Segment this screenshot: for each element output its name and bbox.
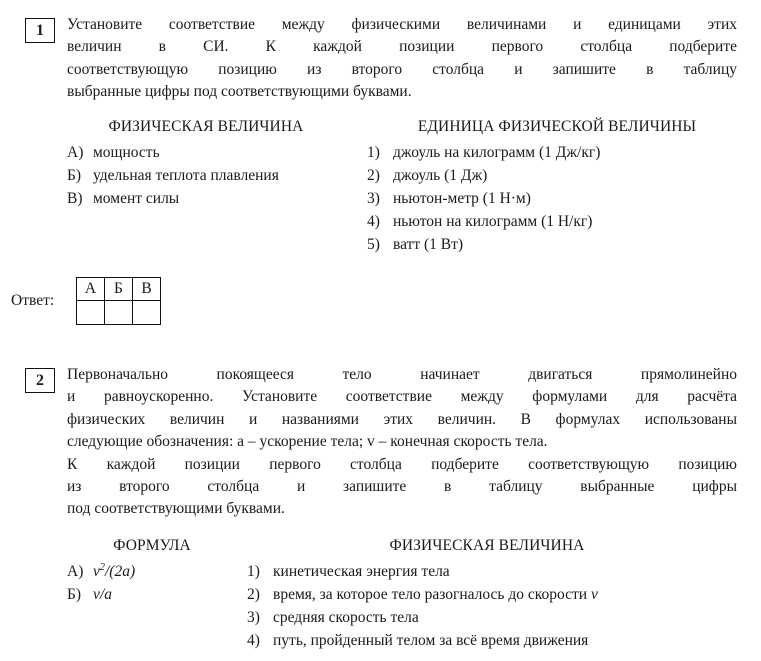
answer-table [76,277,161,325]
task-2-stem-line-6: из второго столбца и запишите в таблицу выбранные цифры [67,478,737,496]
option-text-main: время, за которое тело разогналось до скорости [273,585,591,603]
task-2-body [67,364,737,649]
option-marker: 3) [367,189,380,207]
option-text: путь, пройденный телом за всё время движения [273,631,589,649]
option-marker: 4) [247,631,260,649]
task-1-body [11,14,737,309]
task-2-stem-line-2: и равноускоренно. Установите соответствие между формулами для расчёта [67,388,737,406]
option-text: ватт (1 Вт) [393,235,464,253]
formula-exponent: 2 [99,561,105,573]
task-1-right-column-heading: ЕДИНИЦА ФИЗИЧЕСКОЙ ВЕЛИЧИНЫ [417,117,697,135]
task-1-right-option-list [367,141,747,256]
option-text: мощность [93,143,160,161]
task-1-right-column [367,116,747,256]
option-text: кинетическая энергия тела [273,562,450,580]
formula-base: v [93,562,100,580]
option-marker: 4) [367,212,380,230]
answer-table-header-row [77,278,161,301]
task-1-left-option-a [67,141,357,164]
task-2-stem [67,364,737,521]
answer-input-cell-v[interactable] [133,301,161,325]
option-text: джоуль на килограмм (1 Дж/кг) [393,143,601,161]
task-2-matching-columns [67,535,737,649]
option-marker: В) [67,189,83,207]
task-1 [0,14,761,309]
answer-header-cell-v: В [133,278,161,301]
task-1-stem-line-3: соответствующую позицию из второго столбца и запишите в таблицу [67,60,737,78]
option-marker: 1) [367,143,380,161]
task-2-right-option-2 [247,583,727,606]
task-2-right-option-3 [247,606,727,629]
task-2-left-option-a [67,560,237,583]
task-2-right-option-list [247,560,727,652]
task-2-left-option-b [67,583,237,606]
task-2-stem-line-1: Первоначально покоящееся тело начинает двигаться прямолинейно [67,366,737,383]
task-2-right-option-4 [247,629,727,652]
task-1-left-column-heading: ФИЗИЧЕСКАЯ ВЕЛИЧИНА [108,117,304,135]
task-1-answer-area [0,277,161,325]
task-2-left-option-list [67,560,237,606]
task-1-right-option-2 [367,164,747,187]
task-2-number-box: 2 [25,368,55,393]
task-1-stem [67,14,737,104]
option-marker: 1) [247,562,260,580]
option-formula [93,583,237,606]
formula-base: v [93,585,100,603]
option-text: момент силы [93,189,180,207]
option-marker: А) [67,143,84,161]
task-1-number-box: 1 [25,18,55,43]
task-2-stem-line-4: следующие обозначения: a – ускорение тела; v – конечная скорость тела. [67,433,548,451]
option-marker: 3) [247,608,260,626]
task-1-left-option-v [67,187,357,210]
task-2-stem-line-3: физических величин и названиями этих величин. В формулах использованы [67,410,737,428]
option-text: ньютон-метр (1 Н·м) [393,189,531,207]
option-text: средняя скорость тела [273,608,419,626]
task-1-matching-columns [67,116,737,266]
task-2-stem-line-7: под соответствующими буквами. [67,500,285,518]
task-2 [0,364,761,649]
task-1-stem-line-4: выбранные цифры под соответствующими буквами. [67,83,412,101]
task-1-left-option-b [67,164,357,187]
task-1-right-option-5 [367,233,747,256]
option-marker: 2) [367,166,380,184]
answer-table-input-row [77,301,161,325]
option-marker: А) [67,562,84,580]
option-text: ньютон на килограмм (1 Н/кг) [393,212,593,230]
answer-header-cell-a: А [77,278,105,301]
task-1-left-option-list [67,141,357,210]
option-trailing-variable: v [590,585,598,603]
task-2-right-column [247,535,727,652]
task-1-right-option-1 [367,141,747,164]
task-1-right-option-3 [367,187,747,210]
answer-input-cell-b[interactable] [105,301,133,325]
task-1-left-column [67,116,357,210]
task-2-stem-line-5: К каждой позиции первого столбца подберите соответствующую позицию [67,455,737,473]
task-2-right-option-1 [247,560,727,583]
option-formula [93,560,237,583]
option-text: джоуль (1 Дж) [393,166,488,184]
task-2-left-column-heading: ФОРМУЛА [113,536,191,554]
task-1-stem-line-2: величин в СИ. К каждой позиции первого столбца подберите [67,38,737,56]
answer-input-cell-a[interactable] [77,301,105,325]
option-text: удельная теплота плавления [93,166,279,184]
task-1-right-option-4 [367,210,747,233]
option-marker: 2) [247,585,260,603]
option-text [273,583,727,606]
formula-rest: /(2a) [105,562,136,580]
option-marker: Б) [67,166,82,184]
formula-rest: /a [99,585,112,603]
option-marker: 5) [367,235,380,253]
task-1-stem-line-1: Установите соответствие между физическими величинами и единицами этих [67,16,737,33]
task-2-left-column [67,535,237,606]
task-2-right-column-heading: ФИЗИЧЕСКАЯ ВЕЛИЧИНА [389,536,585,554]
answer-label: Ответ: [11,292,55,309]
option-marker: Б) [67,585,82,603]
answer-header-cell-b: Б [105,278,133,301]
